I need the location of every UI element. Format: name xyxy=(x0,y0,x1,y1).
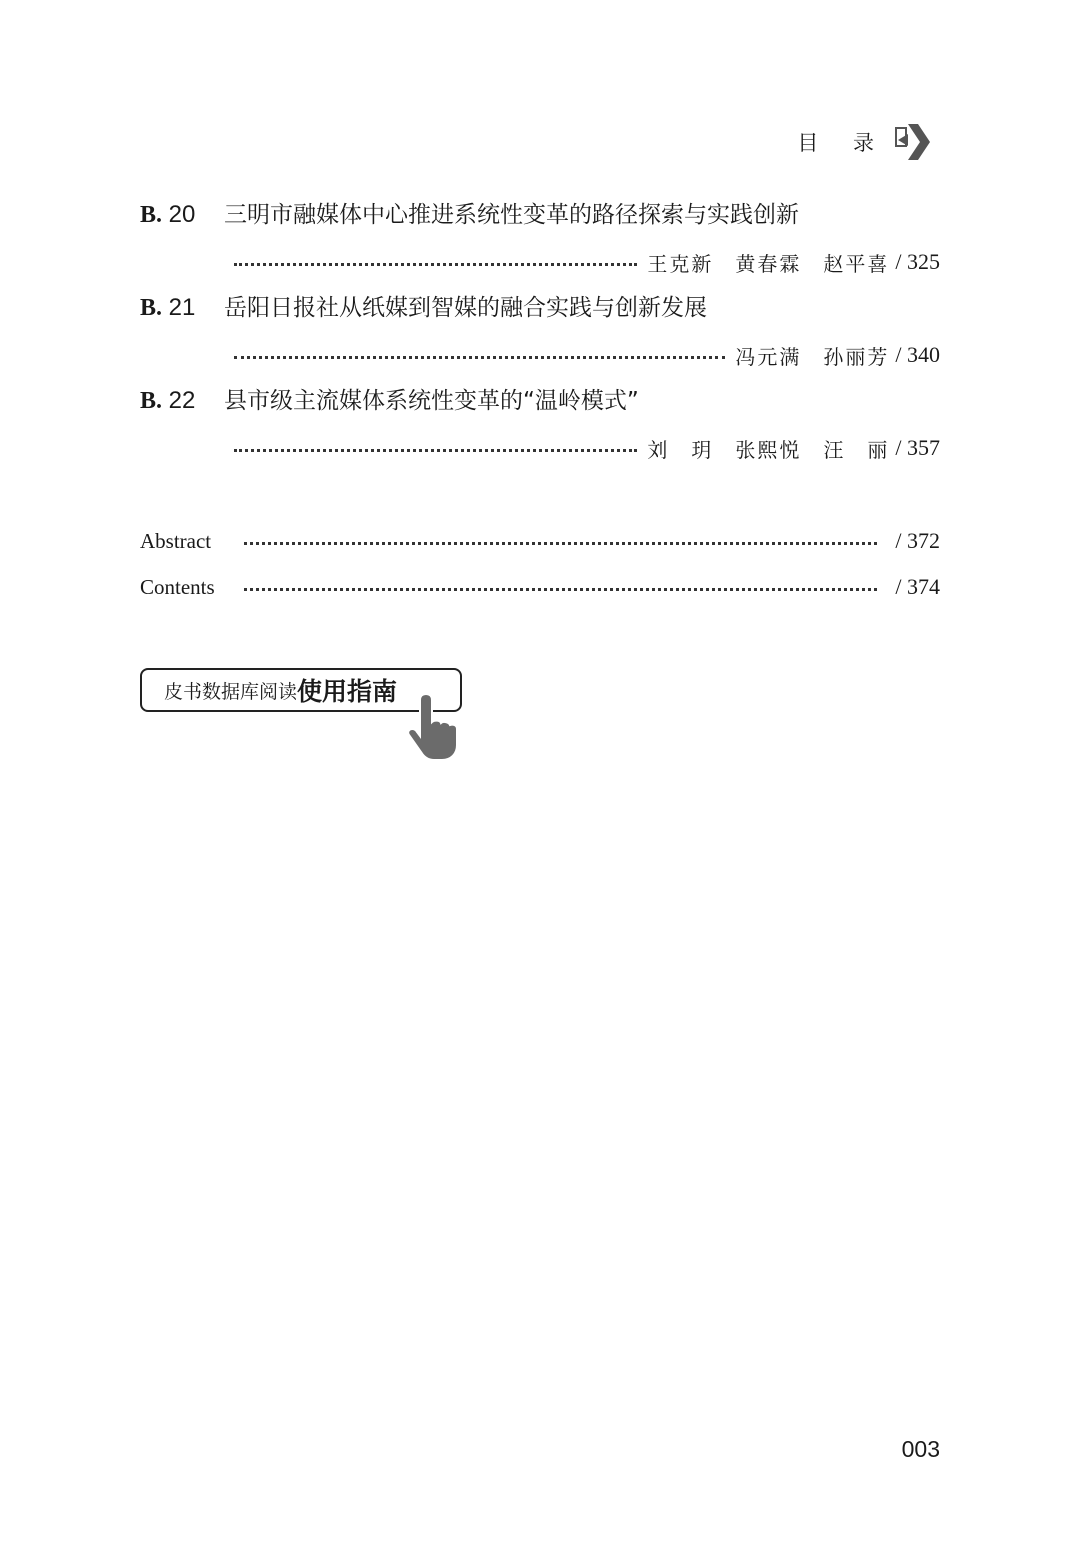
entry-title[interactable]: 岳阳日报社从纸媒到智媒的融合实践与创新发展 xyxy=(224,295,707,321)
entry-title[interactable]: 县市级主流媒体系统性变革的“温岭模式” xyxy=(224,388,639,414)
header-title: 目 录 xyxy=(797,131,888,155)
entry-authors: 冯元满 孙丽芳 xyxy=(735,344,890,369)
appendix-page: / 372 xyxy=(895,528,940,553)
entry-code: B. 21 xyxy=(140,294,196,321)
appendix-contents[interactable] xyxy=(140,569,940,605)
entry-page: / 357 xyxy=(895,435,940,460)
toc-entry[interactable] xyxy=(140,289,940,375)
dot-leader xyxy=(244,542,877,545)
dot-leader xyxy=(234,449,637,452)
entry-page: / 325 xyxy=(895,249,940,274)
guide-small-text: 皮书数据库阅读 xyxy=(164,680,298,703)
entry-authors: 王克新 黄春霖 赵平喜 xyxy=(647,251,890,276)
guide-big-text: 使用指南 xyxy=(297,677,398,706)
entry-code: B. 22 xyxy=(140,387,196,414)
page-number: 003 xyxy=(901,1436,940,1462)
dot-leader xyxy=(234,356,725,359)
bookmark-chevron-icon xyxy=(894,120,940,164)
toc-entry[interactable] xyxy=(140,196,940,282)
appendix-label[interactable]: Contents xyxy=(140,574,215,599)
appendix-label[interactable]: Abstract xyxy=(140,528,212,553)
pointing-hand-icon xyxy=(404,690,460,762)
appendix-abstract[interactable] xyxy=(140,523,940,559)
page-header xyxy=(797,118,940,166)
entry-page: / 340 xyxy=(895,342,940,367)
entry-title[interactable]: 三明市融媒体中心推进系统性变革的路径探索与实践创新 xyxy=(224,202,799,228)
entry-authors: 刘 玥 张熙悦 汪 丽 xyxy=(647,437,890,462)
appendix-page: / 374 xyxy=(895,574,940,599)
toc-entry[interactable] xyxy=(140,382,940,468)
entry-code: B. 20 xyxy=(140,201,196,228)
dot-leader xyxy=(234,263,637,266)
dot-leader xyxy=(244,588,877,591)
